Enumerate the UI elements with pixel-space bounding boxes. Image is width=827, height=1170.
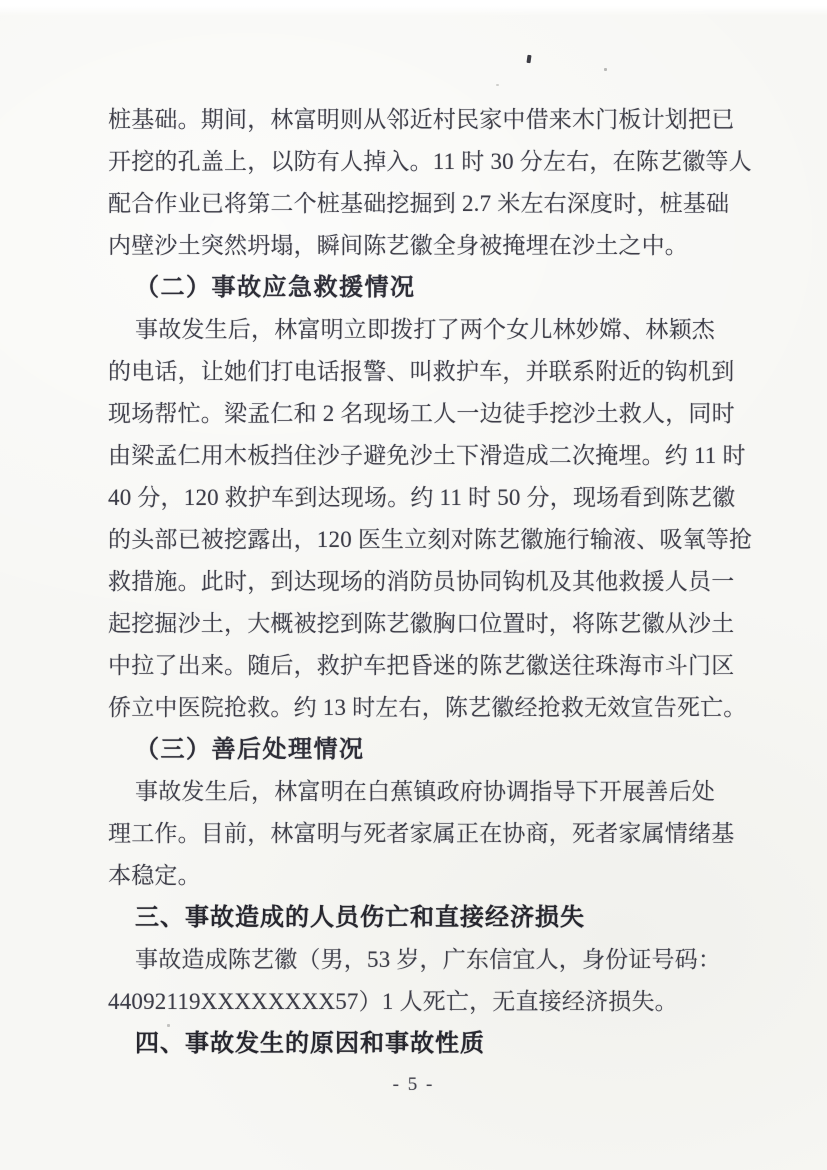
text-line: 由梁孟仁用木板挡住沙子避免沙土下滑造成二次掩埋。约 11 时 [108,443,746,468]
text-line: 侨立中医院抢救。约 13 时左右，陈艺徽经抢救无效宣告死亡。 [108,695,747,720]
text-line: 桩基础。期间，林富明则从邻近村民家中借来木门板计划把已 [108,107,735,132]
text-line: 配合作业已将第二个桩基础挖掘到 2.7 米左右深度时，桩基础 [108,191,730,216]
text-line: 的头部已被挖露出，120 医生立刻对陈艺徽施行输液、吸氧等抢 [108,527,753,552]
text-line: 起挖掘沙土，大概被挖到陈艺徽胸口位置时，将陈艺徽从沙土 [108,611,735,636]
text-line: 中拉了出来。随后，救护车把昏迷的陈艺徽送往珠海市斗门区 [108,653,735,678]
text-line: 本稳定。 [108,863,201,888]
scan-speck [496,84,499,86]
text-line: 44092119XXXXXXXX57）1 人死亡，无直接经济损失。 [108,989,678,1014]
text-line: 理工作。目前，林富明与死者家属正在协商，死者家属情绪基 [108,821,735,846]
text-line: 事故发生后，林富明立即拨打了两个女儿林妙嫦、林颖杰 [135,317,715,342]
document-body [108,99,768,1065]
text-line: 40 分，120 救护车到达现场。约 11 时 50 分，现场看到陈艺徽 [108,485,736,510]
text-line: 救措施。此时，到达现场的消防员协同钩机及其他救援人员一 [108,569,735,594]
text-line: 现场帮忙。梁孟仁和 2 名现场工人一边徒手挖沙土救人，同时 [108,401,735,426]
heading-line: （三）善后处理情况 [135,737,365,763]
text-line: 事故造成陈艺徽（男，53 岁，广东信宜人，身份证号码： [135,947,722,972]
heading-line: （二）事故应急救援情况 [135,275,416,301]
text-line: 事故发生后，林富明在白蕉镇政府协调指导下开展善后处 [135,779,715,804]
scan-speck [526,55,531,63]
text-line: 内壁沙土突然坍塌，瞬间陈艺徽全身被掩埋在沙土之中。 [108,233,688,258]
text-line: 的电话，让她们打电话报警、叫救护车，并联系附近的钩机到 [108,359,735,384]
scan-speck [604,68,607,71]
heading-line: 三、事故造成的人员伤亡和直接经济损失 [135,904,585,931]
page-number: - 5 - [392,1074,435,1095]
heading-line: 四、事故发生的原因和事故性质 [135,1030,485,1057]
text-line: 开挖的孔盖上，以防有人掉入。11 时 30 分左右，在陈艺徽等人 [108,149,752,174]
